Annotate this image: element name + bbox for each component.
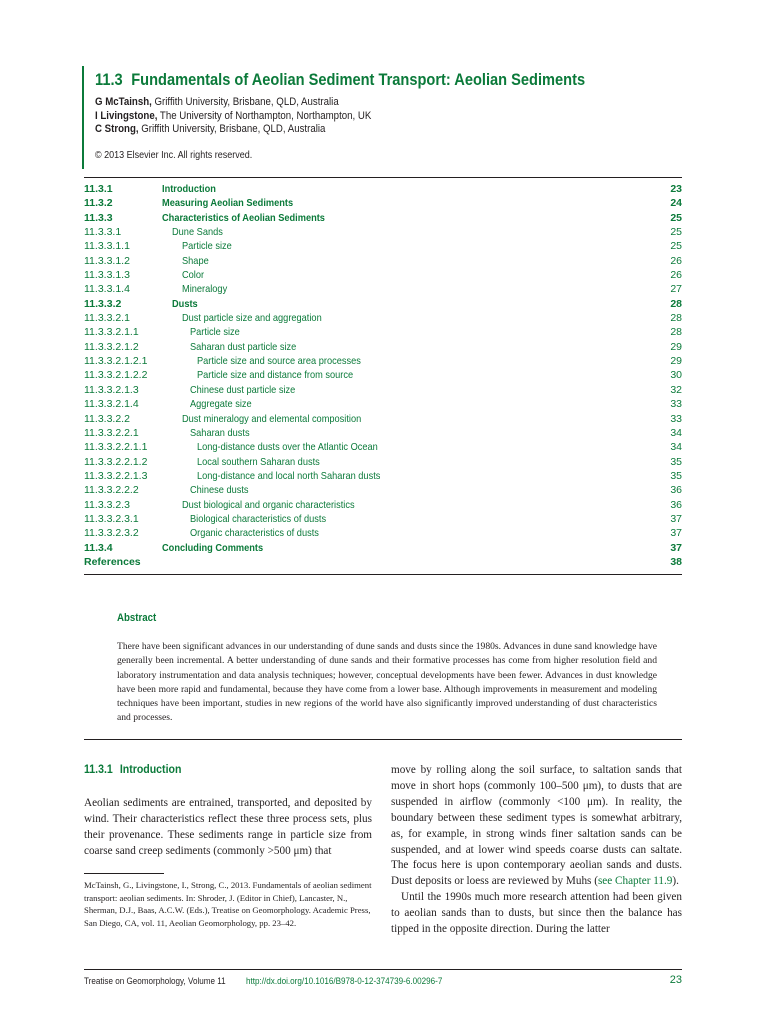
copyright-text: 2013 Elsevier Inc. All rights reserved. [104,149,253,161]
toc-entry-page: 37 [670,541,682,554]
toc-entry-number: 11.3.3.2.2.1.2 [84,455,148,468]
toc-entry-title: Chinese dust particle size [190,383,296,396]
toc-entry[interactable] [84,297,682,311]
footer-divider [84,969,682,970]
toc-entry-number: 11.3.3.2.1.3 [84,383,139,396]
toc-entry-title: Organic characteristics of dusts [190,527,319,540]
toc-entry-number: 11.3.3.2.2.1.3 [84,469,148,482]
toc-entry-page: 27 [670,283,682,296]
toc-entry[interactable] [84,311,682,325]
abstract-text: There have been significant advances in our understanding of dune sands and dusts since the 1980s. Advances in dune sand knowledge have generally been incremental. A better understanding of dune sands and their formative processes has come from higher resolution field and laboratory instrumentation and data analysis techniques; however, conceptual developments have been fewer. Advances in dust knowledge have been more rapid and fundamental, because they have come from a lower base. Although improvements in measurement and modeling techniques have been important, studies in new regions of the world have also significantly improved understanding of dust characteristics and processes. [117,641,657,724]
toc-entry-page: 34 [670,426,682,439]
abstract-heading: Abstract [117,612,157,624]
author-affiliation: Griffith University, Brisbane, QLD, Australia [138,123,326,135]
page-number: 23 [669,974,682,986]
toc-entry[interactable] [84,182,682,196]
footnote-divider [84,873,164,874]
toc-entry-number: 11.3.3.2.2.1.1 [84,441,148,454]
toc-entry-page: 26 [670,269,682,282]
toc-entry-page: 36 [670,498,682,511]
toc-entry-number: 11.3.3.2.1.2.1 [84,355,148,368]
toc-entry-title: Dust mineralogy and elemental composition [182,412,362,425]
toc-entry[interactable] [84,426,682,440]
author-affiliation: The University of Northampton, Northampton, UK [157,109,372,122]
toc-entry[interactable] [84,555,682,569]
toc-bottom-divider [84,574,682,575]
toc-entry-number: 11.3.1 [84,183,113,195]
toc-entry[interactable] [84,412,682,426]
toc-entry-title: Shape [182,254,209,267]
toc-entry[interactable] [84,483,682,497]
chapter-number: 11.3 [95,70,123,89]
toc-entry-title: Biological characteristics of dusts [190,512,327,525]
toc-entry-number: 11.3.3.1.3 [84,269,130,282]
toc-entry-title: Particle size [182,240,232,253]
toc-entry[interactable] [84,368,682,382]
toc-entry-title: Dust biological and organic characteristics [182,498,355,511]
author-line [95,123,623,137]
toc-entry[interactable] [84,325,682,339]
body-paragraph: Until the 1990s much more research attention had been given to aeolian sands than to dusts, but since then the balance has tipped in the opposite direction. During the latter [391,891,682,936]
toc-entry-title: Dust particle size and aggregation [182,312,322,325]
toc-entry-page: 24 [670,197,682,210]
toc-entry-number: 11.3.3.2.3.2 [84,527,139,540]
chapter-title-text: Fundamentals of Aeolian Sediment Transport: Aeolian Sediments [131,70,586,89]
toc-entry[interactable] [84,397,682,411]
toc-entry-title: Saharan dust particle size [190,340,297,353]
toc-entry-page: 23 [670,183,682,195]
toc-entry-title: Measuring Aeolian Sediments [162,197,294,210]
author-line [95,110,623,124]
toc-entry-title: Local southern Saharan dusts [197,455,320,468]
toc-entry-number: 11.3.3.2.1.2.2 [84,369,148,382]
chapter-header [82,66,695,169]
toc-entry-number: 11.3.3 [84,211,113,224]
toc-entry-page: 35 [670,469,682,482]
toc-entry-page: 37 [670,512,682,525]
toc-entry-title: Introduction [162,183,216,195]
toc-entry[interactable] [84,469,682,483]
author-name: I Livingstone, [95,109,158,122]
toc-entry-title: Dune Sands [172,226,223,239]
toc-entry-number: 11.3.4 [84,541,113,554]
toc-entry[interactable] [84,268,682,282]
toc-entry-title: Mineralogy [182,283,228,296]
section-title: Introduction [119,762,182,776]
toc-entry-title: Long-distance dusts over the Atlantic Ocean [197,441,378,454]
toc-entry[interactable] [84,239,682,253]
copyright-icon: © [95,149,102,161]
toc-entry-title: Long-distance and local north Saharan dusts [197,469,381,482]
toc-entry-page: 38 [670,555,682,568]
paragraph-text: ). [672,875,679,888]
author-affiliation: Griffith University, Brisbane, QLD, Australia [151,96,339,108]
toc-entry-title: Chinese dusts [190,484,249,497]
toc-entry-page: 35 [670,455,682,468]
toc-entry-page: 28 [670,326,682,339]
toc-entry-title: Particle size [190,326,240,339]
toc-entry[interactable] [84,211,682,225]
toc-entry-number: References [84,555,141,568]
toc-entry[interactable] [84,354,682,368]
toc-entry-page: 32 [670,383,682,396]
toc-entry-page: 28 [670,297,682,310]
section-number: 11.3.1 [84,762,113,776]
toc-entry[interactable] [84,498,682,512]
toc-entry-page: 28 [670,312,682,325]
toc-entry-page: 25 [670,226,682,239]
toc-entry[interactable] [84,282,682,296]
toc-entry[interactable] [84,196,682,210]
toc-entry[interactable] [84,254,682,268]
toc-entry-title: Dusts [172,297,198,310]
toc-entry[interactable] [84,541,682,555]
toc-entry-page: 36 [670,484,682,497]
toc-entry-title: Saharan dusts [190,426,250,439]
toc-entry-number: 11.3.3.2.3 [84,498,130,511]
toc-entry-page: 33 [670,398,682,411]
author-name: C Strong, [95,123,139,135]
author-line [95,96,623,110]
toc-entry-page: 29 [670,355,682,368]
copyright-notice [95,150,635,161]
toc-entry-page: 30 [670,369,682,382]
toc-entry-title: Particle size and distance from source [197,369,354,382]
toc-entry-number: 11.3.3.1.2 [84,254,130,267]
toc-entry[interactable] [84,526,682,540]
toc-entry-title: Particle size and source area processes [197,355,361,368]
toc-entry-title: Concluding Comments [162,541,264,554]
toc-entry-number: 11.3.3.1.4 [84,283,130,296]
toc-entry-number: 11.3.3.1.1 [84,240,130,253]
toc-entry-title: Aggregate size [190,398,252,411]
toc-entry-page: 34 [670,441,682,454]
toc-entry[interactable] [84,340,682,354]
right-column [391,763,682,938]
toc-entry-page: 26 [670,254,682,267]
citation-footnote: McTainsh, G., Livingstone, I., Strong, C., 2013. Fundamentals of aeolian sediment transport: aeolian sediments. In: Shroder, J. (Editor in Chief), Lancaster, N., Sherman, D.J., Baas, A.C.W. (Eds.), Treatise on Geomorphology. Academic Press, San Diego, CA, vol. 11, Aeolian Geomorphology, pp. 23–42. [84,880,372,928]
toc-entry-number: 11.3.3.2.2.2 [84,484,139,497]
toc-entry-number: 11.3.3.2.1.1 [84,326,139,339]
author-name: G McTainsh, [95,96,152,108]
toc-entry-title: Characteristics of Aeolian Sediments [162,211,325,224]
toc-entry-number: 11.3.3.2.1 [84,312,130,325]
abstract-divider [84,739,682,740]
toc-entry-number: 11.3.3.2.1.2 [84,340,139,353]
toc-entry-page: 37 [670,527,682,540]
chapter-link[interactable]: see Chapter 11.9 [597,875,673,888]
body-paragraph: Aeolian sediments are entrained, transported, and deposited by wind. Their characteristics reflect these three process sets, plus their provenance. These sediments range in particle size from coarse sand creep sediments (commonly >500 μm) that [84,797,372,857]
paragraph-text: move by rolling along the soil surface, to saltation sands that move in short hops (commonly 100–500 μm), to dusts that are suspended in airflow (commonly <100 μm). In reality, the boundary between these sediment types is somewhat arbitrary, as, for example, in strong winds finer saltation sands can be suspended, and at lower wind speeds coarse dusts can saltate. The focus here is upon contemporary aeolian sands and dusts. Dust deposits or loess are reviewed by Muhs ( [391,764,682,888]
toc-entry[interactable] [84,512,682,526]
toc-entry[interactable] [84,225,682,239]
doi-link[interactable]: http://dx.doi.org/10.1016/B978-0-12-374739-6.00296-7 [246,976,443,986]
toc-entry-number: 11.3.3.2.3.1 [84,512,139,525]
toc-entry[interactable] [84,455,682,469]
toc-entry-number: 11.3.2 [84,197,113,210]
toc-entry-number: 11.3.3.1 [84,226,122,239]
toc-top-divider [84,177,682,178]
toc-entry-page: 25 [670,211,682,224]
toc-entry-title: Color [182,269,205,282]
section-heading [84,762,181,776]
toc-entry-number: 11.3.3.2.2 [84,412,130,425]
toc-entry[interactable] [84,383,682,397]
toc-entry-number: 11.3.3.2 [84,297,122,310]
toc-entry-number: 11.3.3.2.2.1 [84,426,139,439]
toc-entry-page: 29 [670,340,682,353]
table-of-contents [84,182,682,569]
body-paragraph [391,763,682,890]
toc-entry[interactable] [84,440,682,454]
toc-entry-page: 33 [670,412,682,425]
footer-journal: Treatise on Geomorphology, Volume 11 [84,976,226,986]
toc-entry-page: 25 [670,240,682,253]
toc-entry-number: 11.3.3.2.1.4 [84,398,139,411]
chapter-title [95,70,611,90]
